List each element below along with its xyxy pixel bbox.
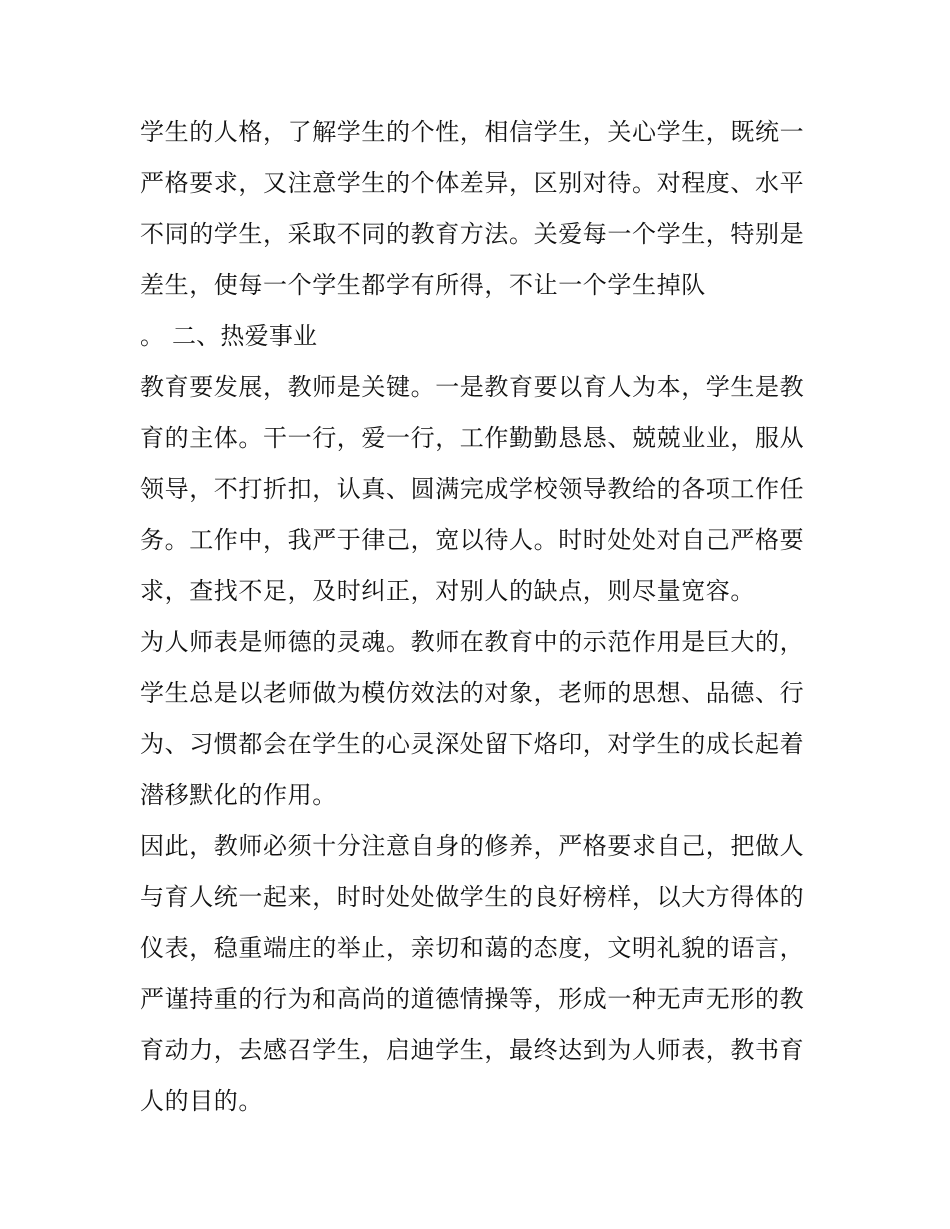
text-line: 学生总是以老师做为模仿效法的对象，老师的思想、品德、行	[140, 679, 805, 707]
section-heading: 。 二、热爱事业	[140, 322, 318, 350]
text-line: 因此，教师必须十分注意自身的修养，严格要求自己，把做人	[140, 832, 805, 860]
text-line: 与育人统一起来，时时处处做学生的良好榜样，以大方得体的	[140, 883, 805, 911]
text-line: 不同的学生，采取不同的教育方法。关爱每一个学生，特别是	[140, 220, 805, 248]
text-line: 育的主体。干一行，爱一行，工作勤勤恳恳、兢兢业业，服从	[140, 424, 805, 452]
text-line: 差生，使每一个学生都学有所得，不让一个学生掉队	[140, 271, 706, 299]
text-line: 育动力，去感召学生，启迪学生，最终达到为人师表，教书育	[140, 1036, 805, 1064]
text-line: 人的目的。	[140, 1087, 263, 1115]
body-text	[140, 107, 820, 1127]
text-line: 领导，不打折扣，认真、圆满完成学校领导教给的各项工作任	[140, 475, 805, 503]
text-line: 为人师表是师德的灵魂。教师在教育中的示范作用是巨大的，	[140, 628, 805, 656]
text-line: 务。工作中，我严于律己，宽以待人。时时处处对自己严格要	[140, 526, 805, 554]
text-line: 潜移默化的作用。	[140, 781, 337, 809]
text-line: 教育要发展，教师是关键。一是教育要以育人为本，学生是教	[140, 373, 805, 401]
text-line: 严格要求，又注意学生的个体差异，区别对待。对程度、水平	[140, 169, 805, 197]
text-line: 仪表，稳重端庄的举止，亲切和蔼的态度，文明礼貌的语言，	[140, 934, 805, 962]
text-line: 学生的人格，了解学生的个性，相信学生，关心学生，既统一	[140, 118, 805, 146]
text-line: 求，查找不足，及时纠正，对别人的缺点，则尽量宽容。	[140, 577, 755, 605]
text-line: 严谨持重的行为和高尚的道德情操等，形成一种无声无形的教	[140, 985, 805, 1013]
text-line: 为、习惯都会在学生的心灵深处留下烙印，对学生的成长起着	[140, 730, 805, 758]
